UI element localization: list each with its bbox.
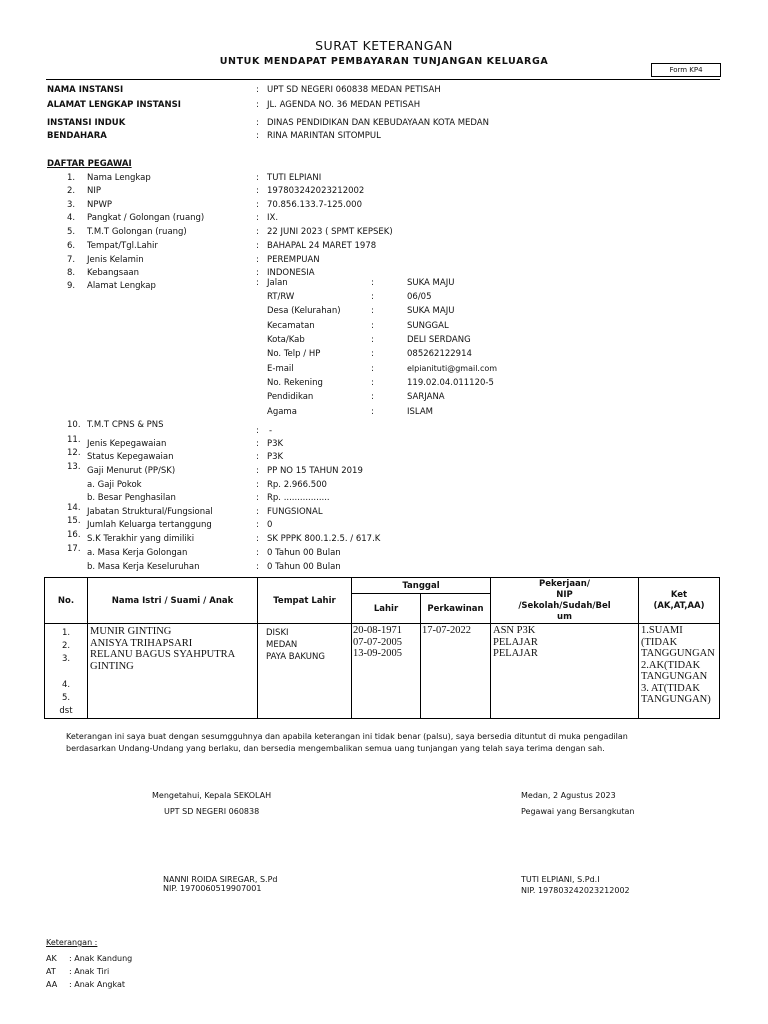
address-value: elpianituti@gmail.com — [407, 364, 498, 373]
birthplace: MEDAN — [266, 640, 298, 650]
row-number: 4. — [61, 680, 71, 690]
row-number: 11. — [67, 435, 81, 445]
address-label: Kecamatan — [267, 321, 315, 331]
colon: : — [256, 268, 259, 278]
header-birthplace: Tempat Lahir — [258, 578, 352, 624]
field-label: b. Masa Kerja Keseluruhan — [87, 562, 200, 572]
family-member-name: MUNIR GINTING — [90, 626, 172, 637]
address-value: SUKA MAJU — [407, 278, 455, 288]
birthplace: PAYA BAKUNG — [266, 652, 325, 662]
colon: : — [256, 118, 259, 128]
married-cell — [421, 624, 491, 719]
header-born: Lahir — [352, 594, 421, 624]
header-no: No. — [45, 578, 88, 624]
field-value: 70.856.133.7-125.000 — [267, 200, 362, 210]
colon: : — [256, 426, 259, 436]
form-code-box: Form KP4 — [651, 63, 721, 77]
field-value: Rp. ................. — [267, 493, 330, 503]
field-value: Rp. 2.966.500 — [267, 480, 327, 490]
birth-date: 07-07-2005 — [353, 636, 402, 648]
field-label: Alamat Lengkap — [87, 281, 156, 291]
row-number — [45, 666, 87, 679]
job: ASN P3K — [493, 625, 536, 636]
field-label: Nama Lengkap — [87, 173, 151, 183]
row-number: 5. — [61, 693, 71, 703]
field-value: 0 Tahun 00 Bulan — [267, 562, 341, 572]
row-number: 5. — [67, 227, 76, 237]
address-label: Desa (Kelurahan) — [267, 306, 341, 316]
row-number: 2. — [67, 186, 76, 196]
field-label: NIP — [87, 186, 101, 196]
row-number: 6. — [67, 241, 76, 251]
statement-line: Keterangan ini saya buat dengan sesumgguhnya dan apabila keterangan ini tidak benar (palsu), saya bersedia dituntut di muka pengadilan — [66, 732, 628, 741]
field-value: TUTI ELPIANI — [267, 173, 322, 183]
colon: : — [256, 562, 259, 572]
signature-caption: Pegawai yang Bersangkutan — [521, 807, 635, 816]
header-note: Ket (AK,AT,AA) — [639, 578, 720, 624]
field-value: BAHAPAL 24 MARET 1978 — [267, 241, 377, 251]
colon: : — [256, 131, 259, 141]
field-value: - — [269, 426, 273, 436]
note: 2.AK(TIDAK TANGUNGAN — [641, 659, 708, 682]
field-label: a. Masa Kerja Golongan — [87, 548, 188, 558]
signer-nip: NIP. 1970060519907001 — [163, 884, 262, 893]
places-cell — [258, 624, 352, 719]
address-value: SARJANA — [407, 392, 445, 402]
colon: : — [371, 392, 374, 402]
address-value: ISLAM — [407, 407, 433, 417]
signer-name: TUTI ELPIANI, S.Pd.I — [521, 875, 600, 884]
legend-text: : Anak Angkat — [69, 980, 126, 989]
address-value: 119.02.04.011120-5 — [407, 378, 494, 388]
field-label: Pangkat / Golongan (ruang) — [87, 213, 205, 223]
colon: : — [256, 227, 259, 237]
field-value: IX. — [267, 213, 279, 223]
field-label: Tempat/Tgl.Lahir — [87, 241, 158, 251]
names-cell — [88, 624, 258, 719]
colon: : — [371, 335, 374, 345]
signature-caption: Mengetahui, Kepala SEKOLAH — [152, 791, 272, 800]
field-value: 0 Tahun 00 Bulan — [267, 548, 341, 558]
colon: : — [256, 452, 259, 462]
address-label: No. Telp / HP — [267, 349, 321, 359]
colon: : — [256, 186, 259, 196]
signer-name: NANNI ROIDA SIREGAR, S.Pd — [163, 875, 278, 884]
colon: : — [256, 439, 259, 449]
field-label: Status Kepegawaian — [87, 452, 174, 462]
field-label: S.K Terakhir yang dimiliki — [87, 534, 195, 544]
legend-text: : Anak Tiri — [69, 967, 110, 976]
row-number: 15. — [67, 516, 81, 526]
document-subtitle: UNTUK MENDAPAT PEMBAYARAN TUNJANGAN KELUARGA — [219, 56, 549, 67]
no-cell — [45, 624, 88, 719]
colon: : — [256, 213, 259, 223]
row-number: 3. — [67, 200, 76, 210]
field-value: 197803242023212002 — [267, 186, 365, 196]
address-label: No. Rekening — [267, 378, 323, 388]
signature-caption: Medan, 2 Agustus 2023 — [521, 791, 616, 800]
colon: : — [256, 507, 259, 517]
colon: : — [371, 306, 374, 316]
field-value: INDONESIA — [267, 268, 315, 278]
field-label: Gaji Menurut (PP/SK) — [87, 466, 176, 476]
address-label: Pendidikan — [267, 392, 314, 402]
colon: : — [256, 255, 259, 265]
employee-heading: DAFTAR PEGAWAI — [47, 159, 132, 169]
legend-code: AT — [46, 967, 56, 976]
colon: : — [256, 100, 259, 110]
header-divider — [46, 79, 720, 80]
birthplace: DISKI — [266, 628, 289, 638]
signer-nip: NIP. 197803242023212002 — [521, 886, 630, 895]
born-cell — [352, 624, 421, 719]
institution-label: BENDAHARA — [47, 131, 107, 141]
field-value: PEREMPUAN — [267, 255, 320, 265]
note: 1.SUAMI (TIDAK TANGGUNGAN — [641, 625, 715, 659]
institution-label: ALAMAT LENGKAP INSTANSI — [47, 100, 181, 110]
colon: : — [256, 241, 259, 251]
colon: : — [371, 321, 374, 331]
address-value: 06/05 — [407, 292, 432, 302]
institution-label: INSTANSI INDUK — [47, 118, 126, 128]
note: 3. AT(TIDAK TANGUNGAN) — [641, 682, 711, 705]
field-label: Jenis Kepegawaian — [87, 439, 167, 449]
header-name: Nama Istri / Suami / Anak — [88, 578, 258, 624]
row-number: 7. — [67, 255, 76, 265]
address-value: SUKA MAJU — [407, 306, 455, 316]
family-member-name: RELANU BAGUS SYAHPUTRA GINTING — [90, 649, 235, 672]
family-table — [44, 577, 720, 719]
colon: : — [256, 480, 259, 490]
colon: : — [256, 85, 259, 95]
legend-text: : Anak Kandung — [69, 954, 133, 963]
institution-label: NAMA INSTANSI — [47, 85, 124, 95]
field-value: SK PPPK 800.1.2.5. / 617.K — [267, 534, 381, 544]
colon: : — [371, 292, 374, 302]
field-value: 22 JUNI 2023 ( SPMT KEPSEK) — [267, 227, 393, 237]
statement-line: berdasarkan Undang-Undang yang berlaku, dan bersedia mengembalikan semua uang tunjangan yang telah saya terima dengan sah. — [66, 744, 605, 753]
job: PELAJAR — [493, 648, 538, 659]
field-value: FUNGSIONAL — [267, 507, 323, 517]
institution-value: DINAS PENDIDIKAN DAN KEBUDAYAAN KOTA MEDAN — [267, 118, 489, 128]
table-row — [45, 624, 720, 719]
colon: : — [256, 466, 259, 476]
legend-code: AA — [46, 980, 58, 989]
row-number: 12. — [67, 448, 81, 458]
header-date-group: Tanggal — [352, 578, 491, 594]
field-label: Jenis Kelamin — [87, 255, 144, 265]
colon: : — [256, 278, 259, 288]
document-title: SURAT KETERANGAN — [315, 38, 453, 53]
field-label: T.M.T CPNS & PNS — [87, 420, 164, 430]
institution-value: RINA MARINTAN SITOMPUL — [267, 131, 381, 141]
field-label: b. Besar Penghasilan — [87, 493, 176, 503]
colon: : — [256, 173, 259, 183]
address-label: Jalan — [267, 278, 288, 288]
institution-value: UPT SD NEGERI 060838 MEDAN PETISAH — [267, 85, 441, 95]
colon: : — [256, 493, 259, 503]
row-number: 1. — [67, 173, 76, 183]
colon: : — [256, 200, 259, 210]
address-label: E-mail — [267, 364, 294, 374]
field-label: Kebangsaan — [87, 268, 140, 278]
row-number: 16. — [67, 530, 81, 540]
row-number: 4. — [67, 213, 76, 223]
colon: : — [371, 378, 374, 388]
field-label: T.M.T Golongan (ruang) — [87, 227, 187, 237]
field-label: Jumlah Keluarga tertanggung — [87, 520, 212, 530]
row-number: 14. — [67, 503, 81, 513]
colon: : — [256, 548, 259, 558]
row-number: 1. — [61, 628, 71, 638]
address-label: Agama — [267, 407, 297, 417]
birth-date: 20-08-1971 — [353, 625, 402, 636]
field-value: 0 — [267, 520, 273, 530]
row-number: 13. — [67, 462, 81, 472]
field-label: Jabatan Struktural/Fungsional — [87, 507, 213, 517]
row-number: 9. — [67, 281, 76, 291]
row-number: dst — [59, 706, 73, 716]
header-job: Pekerjaan/ NIP /Sekolah/Sudah/Bel um — [491, 578, 639, 624]
field-value: PP NO 15 TAHUN 2019 — [267, 466, 363, 476]
colon: : — [371, 364, 374, 374]
jobs-cell — [491, 624, 639, 719]
field-value: P3K — [267, 439, 284, 449]
legend-title: Keterangan : — [46, 938, 98, 947]
field-value: P3K — [267, 452, 284, 462]
notes-cell — [639, 624, 720, 719]
table-header-row — [45, 578, 720, 594]
header-married: Perkawinan — [421, 594, 491, 624]
colon: : — [256, 520, 259, 530]
row-number: 2. — [61, 641, 71, 651]
field-label: NPWP — [87, 200, 113, 210]
address-label: RT/RW — [267, 292, 295, 302]
address-value: DELI SERDANG — [407, 335, 471, 345]
colon: : — [256, 534, 259, 544]
row-number: 3. — [61, 654, 71, 664]
address-label: Kota/Kab — [267, 335, 305, 345]
row-number: 17. — [67, 544, 81, 554]
colon: : — [371, 278, 374, 288]
colon: : — [371, 407, 374, 417]
job: PELAJAR — [493, 636, 538, 648]
address-value: SUNGGAL — [407, 321, 449, 331]
address-value: 085262122914 — [407, 349, 472, 359]
colon: : — [371, 349, 374, 359]
row-number: 8. — [67, 268, 76, 278]
legend-code: AK — [46, 954, 57, 963]
row-number: 10. — [67, 420, 81, 430]
marriage-date: 17-07-2022 — [422, 625, 471, 636]
signature-caption: UPT SD NEGERI 060838 — [164, 807, 260, 816]
birth-date: 13-09-2005 — [353, 648, 402, 659]
institution-value: JL. AGENDA NO. 36 MEDAN PETISAH — [267, 100, 421, 110]
field-label: a. Gaji Pokok — [87, 480, 142, 490]
family-member-name: ANISYA TRIHAPSARI — [90, 637, 193, 649]
